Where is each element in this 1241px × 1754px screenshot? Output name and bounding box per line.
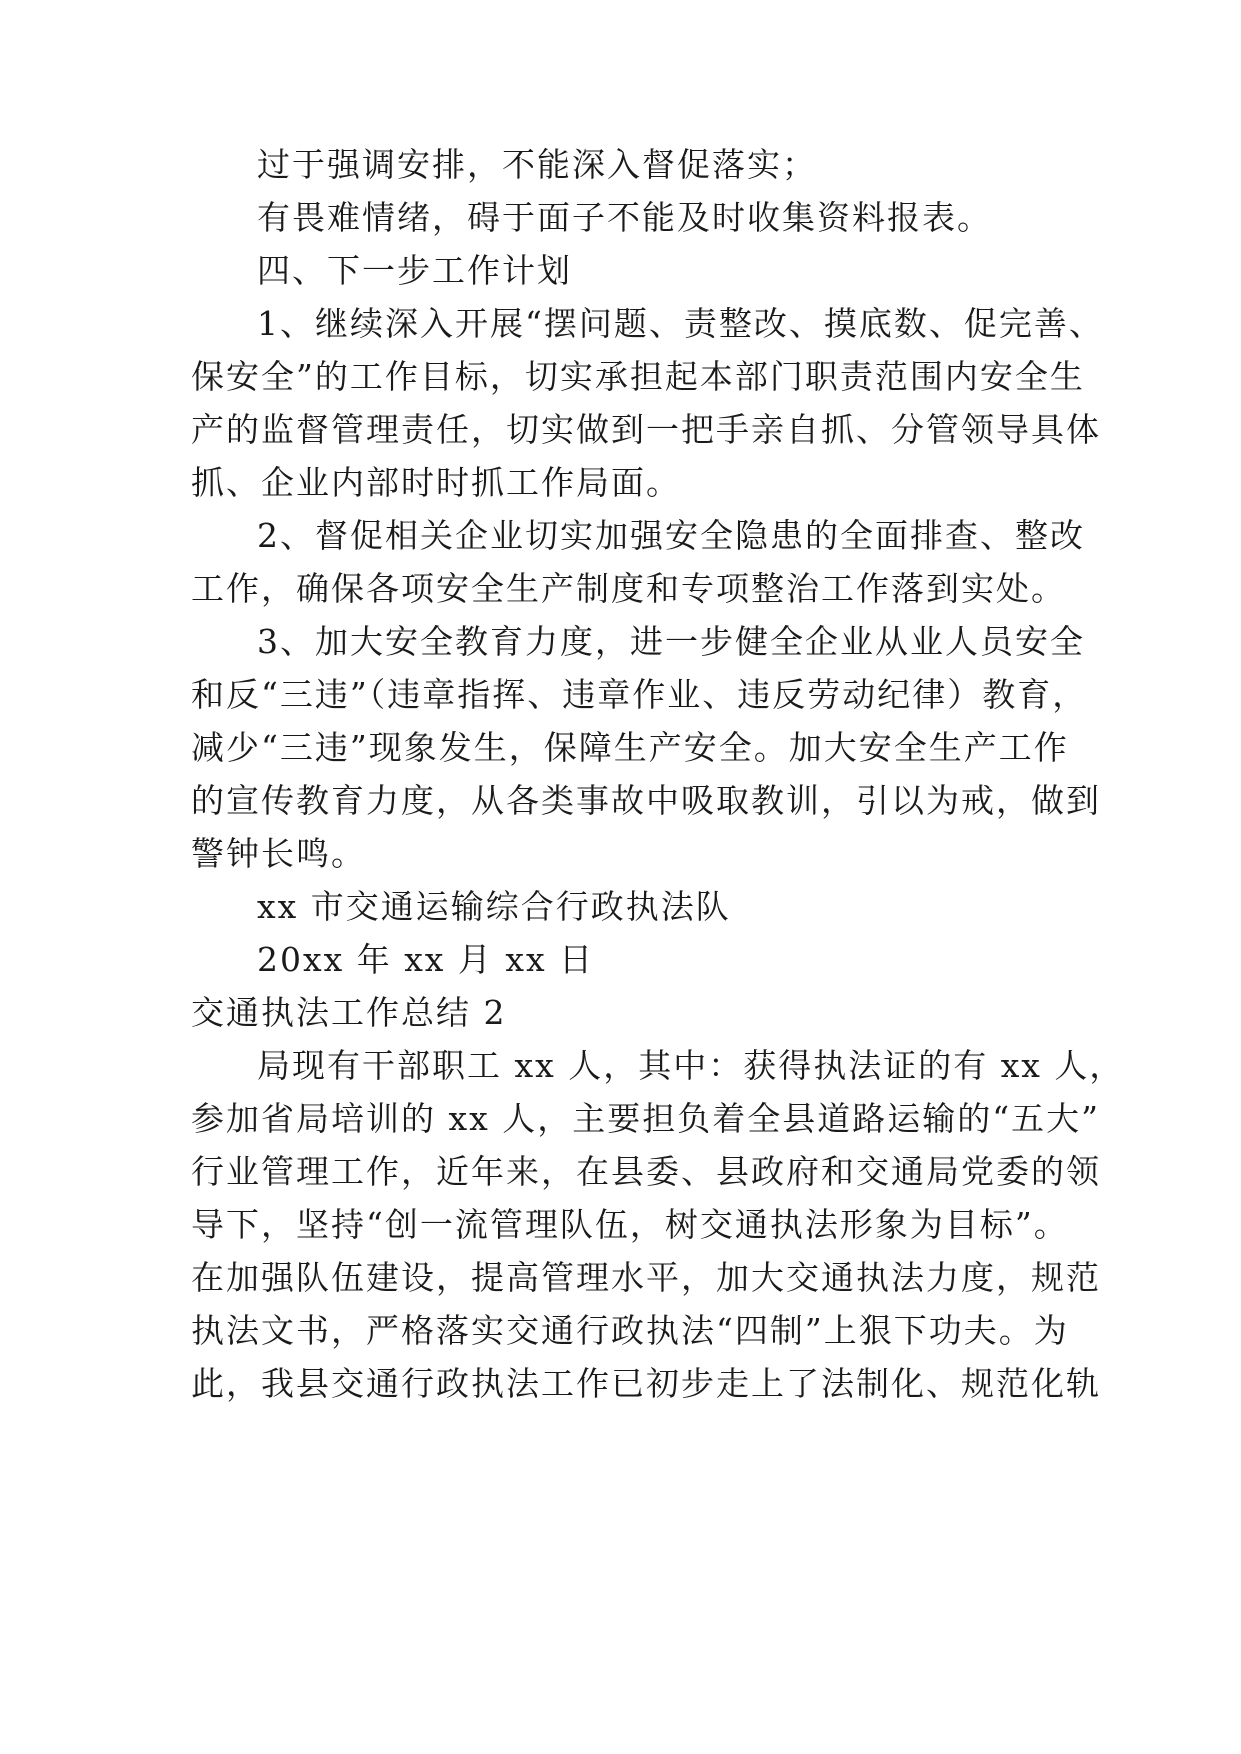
paragraph-line: 警钟长鸣。 (191, 834, 366, 873)
paragraph-line: 1、继续深入开展“摆问题、责整改、摸底数、促完善、 (257, 304, 1104, 343)
paragraph-line: 减少“三违”现象发生，保障生产安全。加大安全生产工作 (191, 728, 1069, 767)
paragraph-line: 过于强调安排，不能深入督促落实； (257, 145, 817, 184)
signature-date: 20xx 年 xx 月 xx 日 (257, 940, 595, 979)
paragraph-line: 产的监督管理责任，切实做到一把手亲自抓、分管领导具体 (191, 410, 1101, 449)
paragraph-line: 执法文书，严格落实交通行政执法“四制”上狠下功夫。为 (191, 1311, 1069, 1350)
paragraph-line: 参加省局培训的 xx 人，主要担负着全县道路运输的“五大” (191, 1099, 1100, 1138)
paragraph-line: 行业管理工作，近年来，在县委、县政府和交通局党委的领 (191, 1152, 1101, 1191)
paragraph-line: 2、督促相关企业切实加强安全隐患的全面排查、整改 (257, 516, 1085, 555)
document-title: 交通执法工作总结 2 (191, 993, 507, 1032)
paragraph-line: 导下，坚持“创一流管理队伍，树交通执法形象为目标”。 (191, 1205, 1069, 1244)
paragraph-line: 保安全”的工作目标，切实承担起本部门职责范围内安全生 (191, 357, 1085, 396)
paragraph-line: 的宣传教育力度，从各类事故中吸取教训，引以为戒，做到 (191, 781, 1101, 820)
paragraph-line: 3、加大安全教育力度，进一步健全企业从业人员安全 (257, 622, 1085, 661)
paragraph-line: 抓、企业内部时时抓工作局面。 (191, 463, 681, 502)
paragraph-line: 此，我县交通行政执法工作已初步走上了法制化、规范化轨 (191, 1364, 1101, 1403)
paragraph-line: 局现有干部职工 xx 人，其中：获得执法证的有 xx 人， (257, 1046, 1125, 1085)
paragraph-line: 工作，确保各项安全生产制度和专项整治工作落到实处。 (191, 569, 1066, 608)
signature-organization: xx 市交通运输综合行政执法队 (257, 887, 731, 926)
paragraph-line: 在加强队伍建设，提高管理水平，加大交通执法力度，规范 (191, 1258, 1101, 1297)
paragraph-line: 和反“三违”（违章指挥、违章作业、违反劳动纪律）教育， (191, 675, 1088, 714)
section-heading: 四、下一步工作计划 (257, 251, 572, 290)
paragraph-line: 有畏难情绪，碍于面子不能及时收集资料报表。 (257, 198, 992, 237)
